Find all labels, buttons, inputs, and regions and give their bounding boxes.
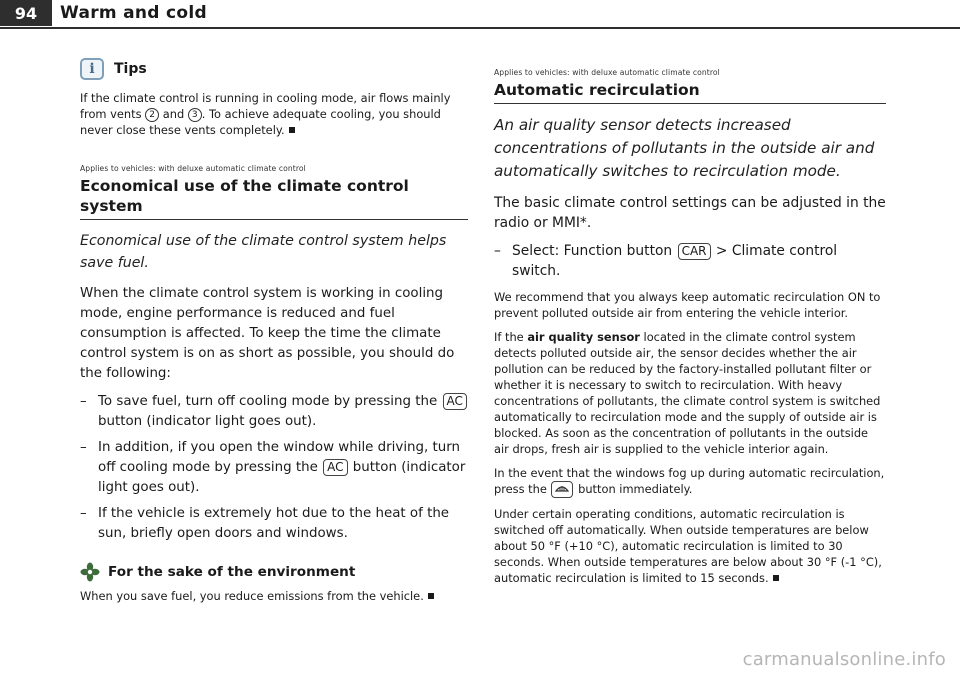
sensor-term: air quality sensor: [527, 330, 640, 344]
section-body: The basic climate control settings can be adjusted in the radio or MMI*.: [494, 195, 886, 231]
section-body: When the climate control system is working in cooling mode, engine performance is reduced and fuel consumption is affected. To keep the time the climate control system is on as short as possible, you should do the following:: [80, 286, 455, 381]
tips-text-part: . To achieve adequate cooling, you should never close these vents completely.: [80, 107, 441, 137]
end-mark: [289, 127, 295, 133]
section-lead: Economical use of the climate control system helps save fuel.: [80, 233, 447, 271]
car-button-key: CAR: [678, 243, 711, 260]
list-item-text: button (indicator light goes out).: [98, 414, 317, 429]
fog-text-part: In the event that the windows fog up during automatic recirculation, press the: [494, 466, 885, 496]
watermark: carmanualsonline.info: [742, 649, 946, 670]
instruction-list: [80, 392, 468, 544]
defog-icon: [555, 482, 569, 494]
recommendation-text: We recommend that you always keep automatic recirculation ON to prevent polluted outside air from entering the vehicle interior.: [494, 290, 881, 320]
sensor-text-part: located in the climate control system detects polluted outside air, the sensor decides whether the air pollution can be reduced by the factory-installed pollutant filter or whether it is necessary to switch to recirculation. With heavy concentrations of pollutants, the climate control system is switched automatically to recirculation mode and the supply of outside air is blocked. As soon as the concentration of pollutants in the outside air drops, fresh air is supplied to the vehicle interior again.: [494, 330, 881, 456]
left-column: [80, 58, 468, 612]
ac-button-key: AC: [443, 393, 467, 410]
environment-heading: [80, 562, 468, 582]
fog-text: [494, 465, 886, 498]
end-mark: [428, 593, 434, 599]
sensor-text: [494, 329, 886, 457]
section-title-recirculation: Automatic recirculation: [494, 80, 886, 104]
sensor-text-part: If the: [494, 330, 528, 344]
list-item: [494, 241, 886, 281]
tips-text: [80, 90, 468, 138]
defog-button-key: [551, 481, 573, 498]
environment-label: For the sake of the environment: [108, 564, 356, 580]
list-item: – If the vehicle is extremely hot due to the heat of the sun, briefly open doors and windows.: [80, 504, 468, 544]
vent-2-ref: 2: [145, 108, 159, 122]
info-icon: i: [80, 58, 104, 80]
page-number: 94: [0, 0, 52, 26]
limits-text-part: Under certain operating conditions, automatic recirculation is switched off automatically. When outside temperatures are below about 50 °F (+10 °C), automatic recirculation is limited to 30 seconds. When outside temperatures are below about 30 °F (-1 °C), automatic recirculation is limited to 15 seconds.: [494, 507, 882, 585]
end-mark: [773, 575, 779, 581]
applies-note: Applies to vehicles: with deluxe automatic climate control: [494, 68, 720, 77]
fog-text-part: button immediately.: [574, 482, 693, 496]
tips-heading: [80, 58, 468, 80]
section-lead: An air quality sensor detects increased concentrations of pollutants in the outside air and automatically switches to recirculation mode.: [494, 116, 875, 180]
header-rule: [0, 27, 960, 29]
list-item-text: button (indicator light goes out).: [98, 460, 466, 495]
list-item-text: To save fuel, turn off cooling mode by pressing the: [98, 394, 442, 409]
list-item-text: > Climate control switch.: [512, 243, 838, 279]
leaf-icon: [80, 562, 100, 582]
ac-button-key: AC: [323, 459, 347, 476]
vent-3-ref: 3: [188, 108, 202, 122]
tips-text-part: and: [159, 107, 188, 121]
list-item: [80, 438, 468, 498]
chapter-title: Warm and cold: [60, 3, 207, 23]
list-item: [80, 392, 468, 432]
applies-note: Applies to vehicles: with deluxe automatic climate control: [80, 164, 306, 173]
section-title-economical: Economical use of the climate control system: [80, 176, 468, 220]
list-item-text: Select: Function button: [512, 243, 677, 259]
right-column: [494, 58, 886, 594]
tips-text-part: If the climate control is running in cooling mode, air flows mainly from vents: [80, 91, 451, 121]
list-item-text: In addition, if you open the window while driving, turn off cooling mode by pressing the: [98, 440, 461, 475]
tips-label: Tips: [114, 61, 147, 77]
environment-text-part: When you save fuel, you reduce emissions from the vehicle.: [80, 589, 424, 603]
environment-text: [80, 588, 468, 604]
limits-text: [494, 506, 886, 586]
instruction-list: [494, 241, 886, 281]
